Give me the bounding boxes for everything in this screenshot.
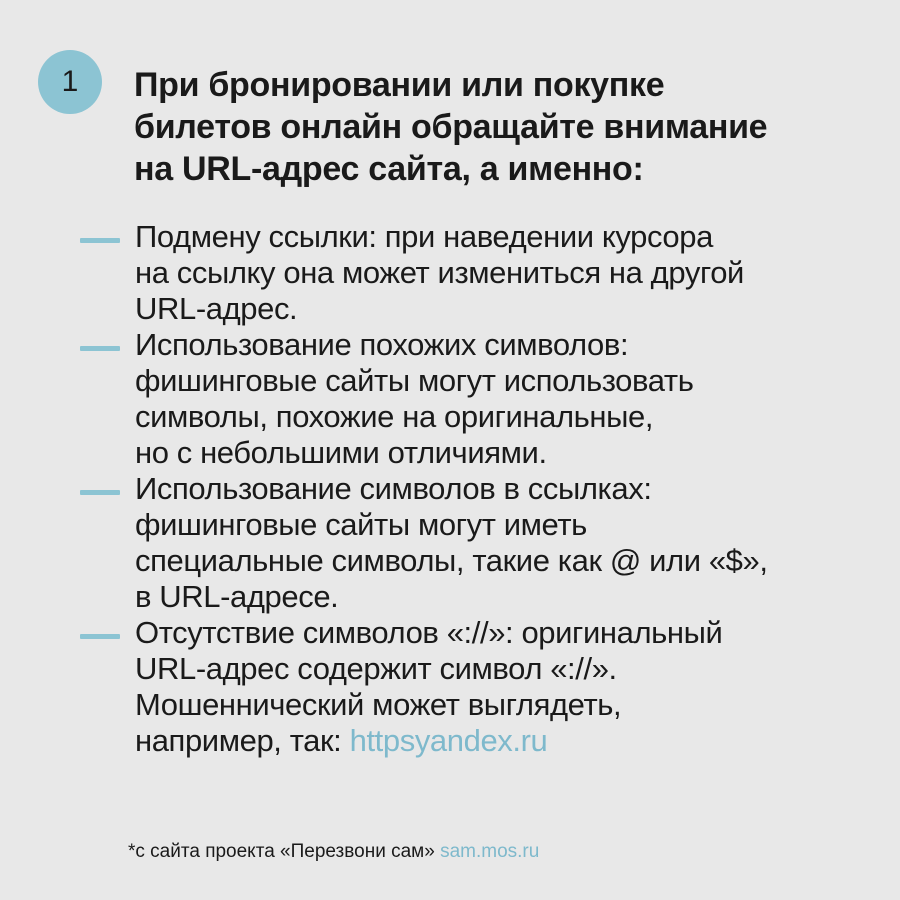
heading-line: на URL-адрес сайта, а именно: xyxy=(134,150,644,188)
heading xyxy=(134,64,854,190)
item-text-line: Мошеннический может выглядеть, xyxy=(135,687,622,722)
example-url-link[interactable]: httpsyandex.ru xyxy=(349,723,548,758)
item-text-line: Использование символов в ссылках: xyxy=(135,471,652,506)
footnote-text: *с сайта проекта «Перезвони сам» xyxy=(128,841,441,862)
step-number-badge: 1 xyxy=(38,50,102,114)
dash-bullet-icon xyxy=(80,346,120,351)
list-item xyxy=(80,219,860,327)
list-item xyxy=(80,615,860,759)
item-text-line: в URL-адресе. xyxy=(135,579,339,614)
item-text-line: фишинговые сайты могут использовать xyxy=(135,363,694,398)
list-item xyxy=(80,327,860,471)
item-text-line: символы, похожие на оригинальные, xyxy=(135,399,654,434)
dash-bullet-icon xyxy=(80,238,120,243)
item-text-line: фишинговые сайты могут иметь xyxy=(135,507,587,542)
item-text-line: специальные символы, такие как @ или «$», xyxy=(135,543,768,578)
item-text-line: на ссылку она может измениться на другой xyxy=(135,255,744,290)
item-text-line xyxy=(135,723,860,759)
item-text-line: Отсутствие символов «://»: оригинальный xyxy=(135,615,723,650)
item-text-line: URL-адрес. xyxy=(135,291,298,326)
example-prefix: например, так: xyxy=(135,723,350,758)
item-text-line: Использование похожих символов: xyxy=(135,327,629,362)
heading-line: При бронировании или покупке xyxy=(134,66,665,104)
dash-bullet-icon xyxy=(80,634,120,639)
dash-bullet-icon xyxy=(80,490,120,495)
list-item xyxy=(80,471,860,615)
footnote xyxy=(128,839,539,865)
tips-list xyxy=(80,219,860,759)
source-link[interactable]: sam.mos.ru xyxy=(440,841,540,862)
item-text-line: но с небольшими отличиями. xyxy=(135,435,547,470)
item-text-line: URL-адрес содержит символ «://». xyxy=(135,651,617,686)
item-text-line: Подмену ссылки: при наведении курсора xyxy=(135,219,713,254)
heading-line: билетов онлайн обращайте внимание xyxy=(134,108,768,146)
